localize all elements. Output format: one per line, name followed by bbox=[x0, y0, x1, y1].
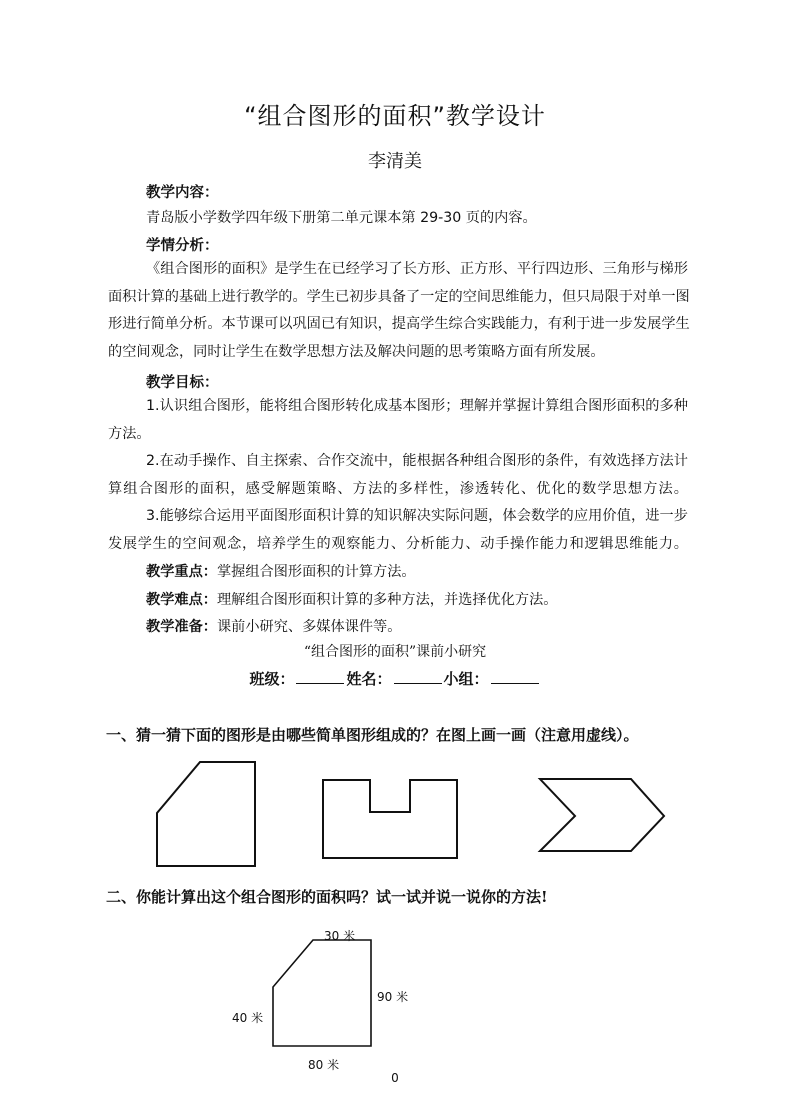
goal-line: 3.能够综合运用平面图形面积计算的知识解决实际问题，体会数学的应用价值，进一步 bbox=[146, 508, 688, 524]
difficulty-text: 理解组合图形面积计算的多种方法，并选择优化方法。 bbox=[216, 592, 558, 608]
goal-line: 发展学生的空间观念，培养学生的观察能力、分析能力、动手操作能力和逻辑思维能力。 bbox=[108, 535, 688, 552]
question-1: 一、猜一猜下面的图形是由哪些简单图形组成的？在图上画一画（注意用虚线）。 bbox=[106, 726, 639, 744]
analysis-line: 的空间观念，同时让学生在数学思想方法及解决问题的思考策略方面有所发展。 bbox=[108, 343, 605, 360]
goal-line: 2.在动手操作、自主探索、合作交流中，能根据各种组合图形的条件，有效选择方法计 bbox=[146, 453, 688, 469]
goal-line: 方法。 bbox=[108, 425, 151, 442]
goals-label: 教学目标： bbox=[146, 375, 219, 391]
key-point-text: 掌握组合图形面积的计算方法。 bbox=[216, 564, 416, 580]
content-text: 青岛版小学数学四年级下册第二单元课本第 29-30 页的内容。 bbox=[146, 210, 537, 226]
analysis-line: 面积计算的基础上进行教学的。学生已初步具备了一定的空间思维能力，但只局限于对单一图 bbox=[108, 288, 690, 305]
author-name: 李清美 bbox=[368, 151, 422, 172]
key-point-label: 教学重点： bbox=[146, 564, 217, 580]
page-title: “组合图形的面积”教学设计 bbox=[244, 102, 546, 130]
notched-rectangle-shape bbox=[323, 780, 457, 858]
question-2: 二、你能计算出这个组合图形的面积吗？试一试并说一说你的方法! bbox=[106, 888, 548, 906]
left-edge-label: 40 米 bbox=[232, 1011, 264, 1025]
analysis-line: 《组合图形的面积》是学生在已经学习了长方形、正方形、平行四边形、三角形与梯形 bbox=[146, 261, 688, 277]
bottom-edge-label: 80 米 bbox=[308, 1058, 340, 1072]
cut-corner-shape bbox=[157, 762, 255, 866]
right-edge-label: 90 米 bbox=[377, 990, 409, 1004]
measured-composite-shape bbox=[273, 940, 371, 1046]
goal-line: 算组合图形的面积，感受解题策略、方法的多样性，渗透转化、优化的数学思想方法。 bbox=[108, 480, 688, 497]
preparation-text: 课前小研究、多媒体课件等。 bbox=[216, 619, 402, 635]
worksheet-title: “组合图形的面积”课前小研究 bbox=[303, 644, 487, 660]
preparation-label: 教学准备： bbox=[146, 619, 217, 635]
class-label: 班级： bbox=[249, 670, 295, 688]
chevron-arrow-shape bbox=[540, 779, 664, 851]
goal-line: 1.认识组合图形，能将组合图形转化成基本图形；理解并掌握计算组合图形面积的多种 bbox=[146, 398, 688, 414]
analysis-label: 学情分析： bbox=[146, 238, 219, 254]
difficulty-label: 教学难点： bbox=[146, 592, 217, 608]
content-label: 教学内容： bbox=[146, 185, 219, 201]
page-number: 0 bbox=[391, 1071, 399, 1085]
top-edge-label: 30 米 bbox=[324, 929, 356, 943]
group-label: 小组： bbox=[443, 670, 489, 688]
name-label: 姓名： bbox=[346, 670, 392, 688]
analysis-line: 形进行简单分析。本节课可以巩固已有知识，提高学生综合实践能力，有利于进一步发展学生 bbox=[108, 316, 690, 333]
